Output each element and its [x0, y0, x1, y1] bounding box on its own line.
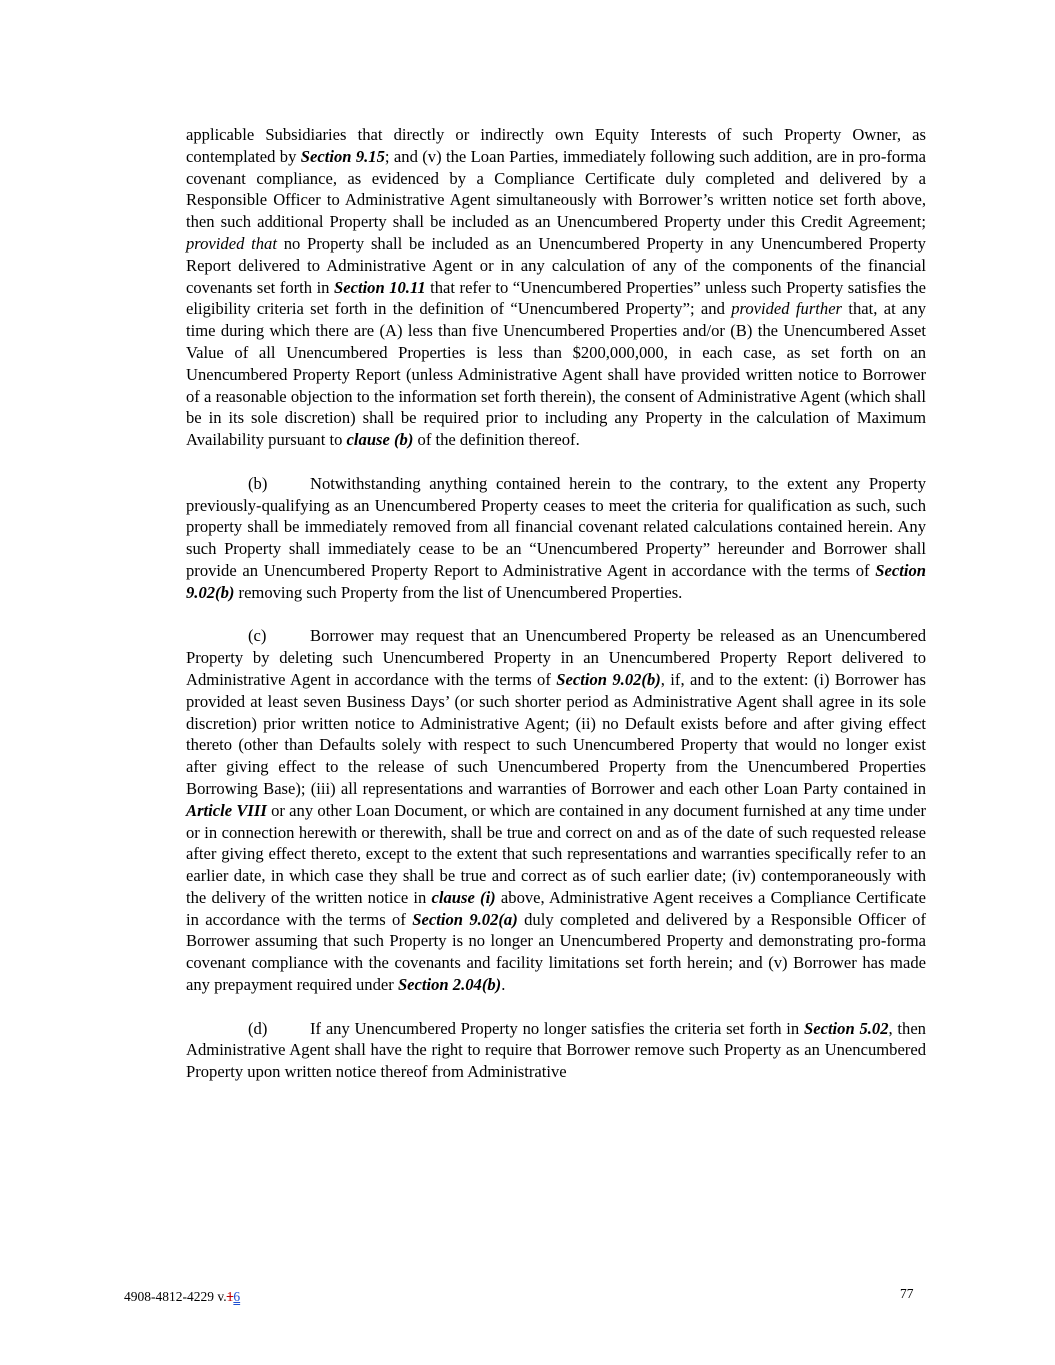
paragraph-label: (c): [248, 626, 267, 646]
section-reference: Section 9.02(b): [556, 669, 661, 689]
italic-term: provided further: [731, 299, 843, 319]
footer-doc-id: [124, 1289, 240, 1305]
clause-reference: clause (i): [431, 887, 496, 907]
paragraph-b: [186, 473, 926, 604]
clause-reference: clause (b): [346, 430, 414, 450]
text-run: removing such Property from the list of Unencumbered Properties.: [234, 582, 683, 602]
section-reference: Section 10.11: [334, 277, 426, 297]
section-reference: Section 5.02: [803, 1018, 889, 1038]
text-run: , if, and to the extent: (i) Borrower has provided at least seven Business Days’ (or such shorter period as Administrative Agent shall agree in its sole discretion) prior written notice to Administrative Agent; (ii) no Default exists before and after giving effect thereto (other than Defaults solely with respect to such Unencumbered Property that would no longer exist after giving effect to the release of such Unencumbered Property from the Unencumbered Properties Borrowing Base); (iii) all representations and warranties of Borrower and each other Loan Party contained in: [186, 669, 926, 798]
text-run: of the definition thereof.: [413, 430, 580, 450]
text-run: If any Unencumbered Property no longer satisfies the criteria set forth in: [310, 1018, 804, 1038]
section-reference: Section 2.04(b): [397, 975, 502, 995]
text-run: , then Administrative Agent shall have the right to require that Borrower remove such Property as an Unencumbered Property upon written notice thereof from Administrative: [186, 1018, 926, 1082]
paragraph-c: [186, 625, 926, 996]
text-run: no Property shall be included as an Unencumbered Property in any Unencumbered Property Report delivered to Administrative Agent or in any calculation of any of the components of the financial covenants set forth in: [186, 233, 926, 297]
section-reference: Section 9.02(b): [186, 560, 926, 602]
text-run: applicable Subsidiaries that directly or indirectly own Equity Interests of such Property Owner, as contemplated by: [186, 125, 926, 166]
text-run: above, Administrative Agent receives a Compliance Certificate in accordance with the terms of: [186, 887, 927, 929]
paragraph-label: (d): [248, 1018, 268, 1038]
italic-term: provided that: [186, 233, 277, 253]
doc-id-text: 4908-4812-4229 v.: [124, 1289, 227, 1304]
paragraph-label: (b): [248, 473, 268, 493]
deleted-version: 1: [226, 1289, 234, 1304]
text-run: or any other Loan Document, or which are contained in any document furnished at any time under or in connection herewith or therewith, shall be true and correct on and as of the date of such requested release after giving effect thereto, except to the extent that such representations and warranties specifically refer to an earlier date, in which case they shall be true and correct as of such earlier date; (iv) contemporaneously with the delivery of the written notice in: [186, 800, 926, 907]
text-run: that, at any time during which there are (A) less than five Unencumbered Properties and/or (B) the Unencumbered Asset Value of all Unencumbered Properties is less than $200,000,000, in each case, as set forth on an Unencumbered Property Report (unless Administrative Agent shall have provided written notice to Borrower of a reasonable objection to the information set forth therein), the consent of Administrative Agent (which shall be in its sole discretion) shall be required prior to including any Property in the calculation of Maximum Availability pursuant to: [186, 299, 927, 450]
inserted-version: 6: [233, 1289, 241, 1304]
text-run: Notwithstanding anything contained herein to the contrary, to the extent any Property previously-qualifying as an Unencumbered Property ceases to meet the criteria for qualification as such, such property shall be immediately removed from all financial covenant related calculations contained herein. Any such Property shall immediately cease to be an “Unencumbered Property” hereunder and Borrower shall provide an Unencumbered Property Report to Administrative Agent in accordance with the terms of: [186, 473, 926, 580]
text-run: .: [501, 975, 506, 995]
paragraph-a-continuation: [186, 124, 926, 451]
paragraph-d: [186, 1018, 926, 1083]
text-run: Borrower may request that an Unencumbered Property be released as an Unencumbered Property by deleting such Unencumbered Property in an Unencumbered Property Report delivered to Administrative Agent in accordance with the terms of: [186, 626, 926, 689]
section-reference: Section 9.15: [300, 146, 385, 166]
section-reference: Section 9.02(a): [412, 909, 518, 929]
text-run: ; and (v) the Loan Parties, immediately following such addition, are in pro-forma covenant compliance, as evidenced by a Compliance Certificate duly completed and delivered by a Responsible Officer to Administrative Agent simultaneously with Borrower’s written notice set forth above, then such additional Property shall be included as an Unencumbered Property under this Credit Agreement;: [186, 146, 926, 232]
body-text: [186, 124, 926, 1105]
text-run: that refer to “Unencumbered Properties” unless such Property satisfies the eligibility criteria set forth in the definition of “Unencumbered Property”; and: [186, 277, 926, 319]
article-reference: Article VIII: [186, 800, 267, 820]
page-number: 77: [900, 1286, 914, 1301]
text-run: duly completed and delivered by a Responsible Officer of Borrower assuming that such Property is no longer an Unencumbered Property and demonstrating pro-forma covenant compliance with the covenants and facility limitations set forth herein; and (v) Borrower has made any prepayment required under: [186, 909, 926, 995]
